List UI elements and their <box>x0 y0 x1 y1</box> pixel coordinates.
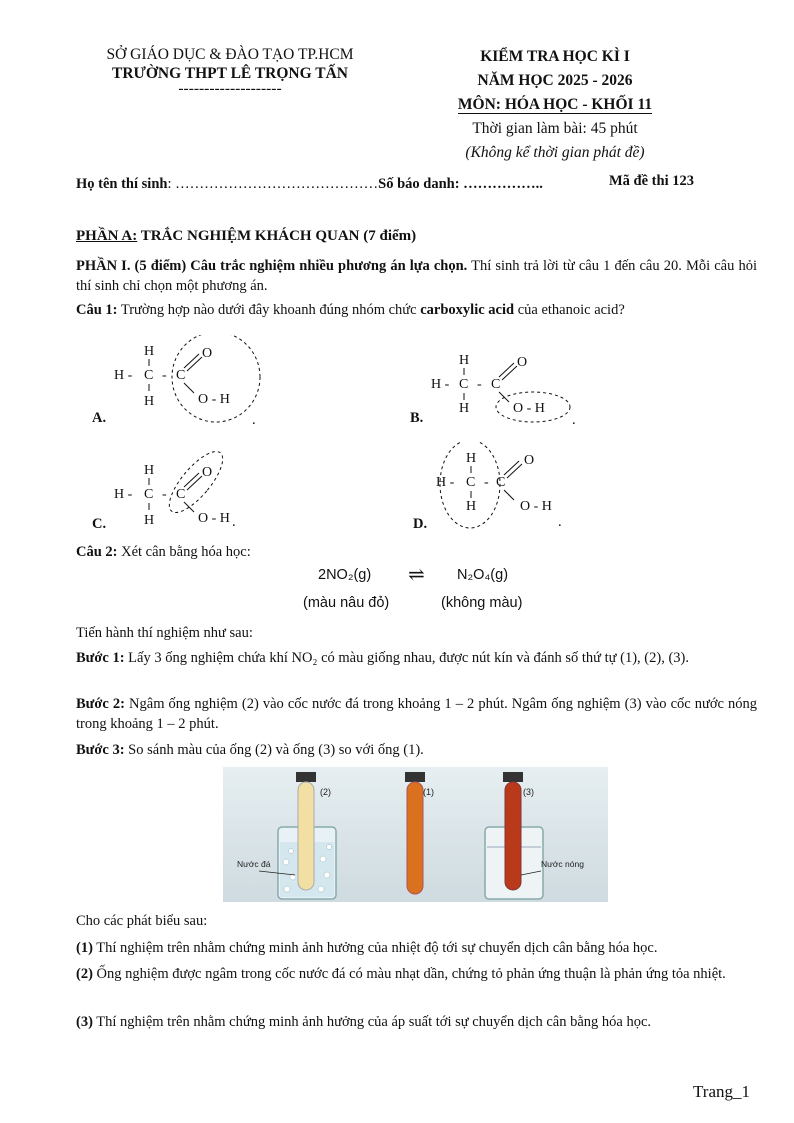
trailing-dot: . <box>572 412 576 428</box>
tube-2 <box>298 782 314 890</box>
equation-left: 2NO₂(g) <box>318 567 372 583</box>
svg-text:C: C <box>176 487 186 502</box>
option-c-label[interactable]: C. <box>92 516 107 532</box>
student-info-line <box>76 176 543 193</box>
svg-text:C: C <box>144 368 154 383</box>
header-left <box>60 45 400 95</box>
step-2: Bước 2: Ngâm ống nghiệm (2) vào cốc nước đá trong khoảng 1 – 2 phút. Ngâm ống nghiệm (3) vào cốc nước nóng trong khoảng 1 – 2 phút. <box>76 696 758 732</box>
header-rule: -------------------- <box>178 80 282 97</box>
statement-3: (3) Thí nghiệm trên nhằm chứng minh ảnh hưởng của áp suất tới sự chuyển dịch cân bằng hóa học. <box>76 1014 652 1030</box>
svg-text:O: O <box>202 346 213 361</box>
header-right <box>430 45 680 165</box>
svg-text:H: H <box>144 394 155 409</box>
tube-3-stopper <box>503 772 523 782</box>
option-d-label[interactable]: D. <box>413 516 428 532</box>
svg-text:H: H <box>144 344 155 359</box>
tube-2-label: (2) <box>320 787 331 797</box>
svg-text:-: - <box>477 377 482 392</box>
tube-3 <box>505 782 521 890</box>
svg-text:C: C <box>491 377 501 392</box>
trailing-dot: . <box>558 514 562 530</box>
tube-3-label: (3) <box>523 787 534 797</box>
svg-text:C: C <box>176 368 186 383</box>
option-a-structure[interactable] <box>108 335 288 425</box>
svg-text:H: H <box>144 513 155 528</box>
svg-text:C: C <box>144 487 154 502</box>
svg-text:O: O <box>524 453 535 468</box>
svg-text:H: H <box>466 451 477 466</box>
option-c-structure[interactable] <box>108 450 288 540</box>
svg-text:O: O <box>202 465 213 480</box>
svg-text:H: H <box>466 499 477 514</box>
svg-text:H -: H - <box>114 487 133 502</box>
tube-1 <box>407 782 423 894</box>
svg-text:O - H: O - H <box>513 401 545 416</box>
department-name: SỞ GIÁO DỤC & ĐÀO TẠO TP.HCM <box>106 46 354 63</box>
question-1: Câu 1: Trường hợp nào dưới đây khoanh đúng nhóm chức carboxylic acid của ethanoic acid? <box>76 302 625 318</box>
svg-text:H: H <box>459 401 470 416</box>
svg-text:H: H <box>144 463 155 478</box>
svg-text:O - H: O - H <box>198 392 230 407</box>
part-a-title: PHẦN A: TRẮC NGHIỆM KHÁCH QUAN (7 điểm) <box>76 228 417 244</box>
step-1: Bước 1: Lấy 3 ống nghiệm chứa khí NO₂ có màu giống nhau, được nút kín và đánh số thứ tự (1), (2), (3). <box>76 650 689 666</box>
hot-water-label: Nước nóng <box>541 859 584 869</box>
school-name: TRƯỜNG THPT LÊ TRỌNG TẤN <box>112 65 348 82</box>
equation-right-note: (không màu) <box>441 595 523 611</box>
name-field[interactable]: : …………………………………… <box>167 176 379 192</box>
student-id-field[interactable]: Số báo danh: …………….. <box>378 176 543 192</box>
subject: MÔN: HÓA HỌC - KHỐI 11 <box>457 96 653 113</box>
step-3: Bước 3: So sánh màu của ống (2) và ống (3) so với ống (1). <box>76 742 424 758</box>
svg-text:O - H: O - H <box>198 511 230 526</box>
part-1-instructions: PHẦN I. (5 điểm) Câu trắc nghiệm nhiều phương án lựa chọn. Thí sinh trả lời từ câu 1 đến câu 20. Mỗi câu hỏi thí sinh chỉ chọn một phương án. <box>76 258 757 294</box>
svg-text:H -: H - <box>114 368 133 383</box>
svg-text:H -: H - <box>431 377 450 392</box>
svg-text:-: - <box>162 487 167 502</box>
option-a-label[interactable]: A. <box>92 410 107 426</box>
tube-2-stopper <box>296 772 316 782</box>
option-d-structure[interactable] <box>432 442 612 532</box>
exam-title: KIỂM TRA HỌC KÌ I <box>480 48 630 65</box>
svg-text:-: - <box>484 475 489 490</box>
svg-text:-: - <box>162 368 167 383</box>
option-b-label[interactable]: B. <box>410 410 424 426</box>
page-number: Trang_1 <box>693 1082 750 1101</box>
svg-text:C: C <box>466 475 476 490</box>
svg-text:C: C <box>459 377 469 392</box>
svg-text:H: H <box>459 353 470 368</box>
exam-code: Mã đề thi 123 <box>609 173 694 189</box>
equation-left-note: (màu nâu đỏ) <box>303 595 390 611</box>
trailing-dot: . <box>252 412 256 428</box>
tube-1-label: (1) <box>423 787 434 797</box>
statement-2: (2) Ống nghiệm được ngâm trong cốc nước đá có màu nhạt dần, chứng tỏ phản ứng thuận là phản ứng tỏa nhiệt. <box>76 966 726 982</box>
name-label: Họ tên thí sinh <box>76 176 168 192</box>
option-b-structure[interactable] <box>425 348 605 438</box>
svg-text:H -: H - <box>436 475 455 490</box>
svg-text:O - H: O - H <box>520 499 552 514</box>
trailing-dot: . <box>232 514 236 530</box>
ice-water-label: Nước đá <box>237 859 271 869</box>
statements-intro: Cho các phát biểu sau: <box>76 913 208 929</box>
tube-1-stopper <box>405 772 425 782</box>
equation-right: N₂O₄(g) <box>457 567 509 583</box>
equilibrium-arrow: ⇌ <box>408 564 425 586</box>
experiment-figure <box>223 767 608 902</box>
duration: Thời gian làm bài: 45 phút <box>472 120 638 137</box>
svg-text:C: C <box>496 475 506 490</box>
experiment-intro: Tiến hành thí nghiệm như sau: <box>76 625 253 641</box>
duration-note: (Không kể thời gian phát đề) <box>465 144 645 161</box>
statement-1: (1) Thí nghiệm trên nhằm chứng minh ảnh hưởng của nhiệt độ tới sự chuyển dịch cân bằng hóa học. <box>76 940 658 956</box>
question-2: Câu 2: Xét cân bằng hóa học: <box>76 544 251 560</box>
school-year: NĂM HỌC 2025 - 2026 <box>477 72 633 89</box>
svg-text:O: O <box>517 355 528 370</box>
